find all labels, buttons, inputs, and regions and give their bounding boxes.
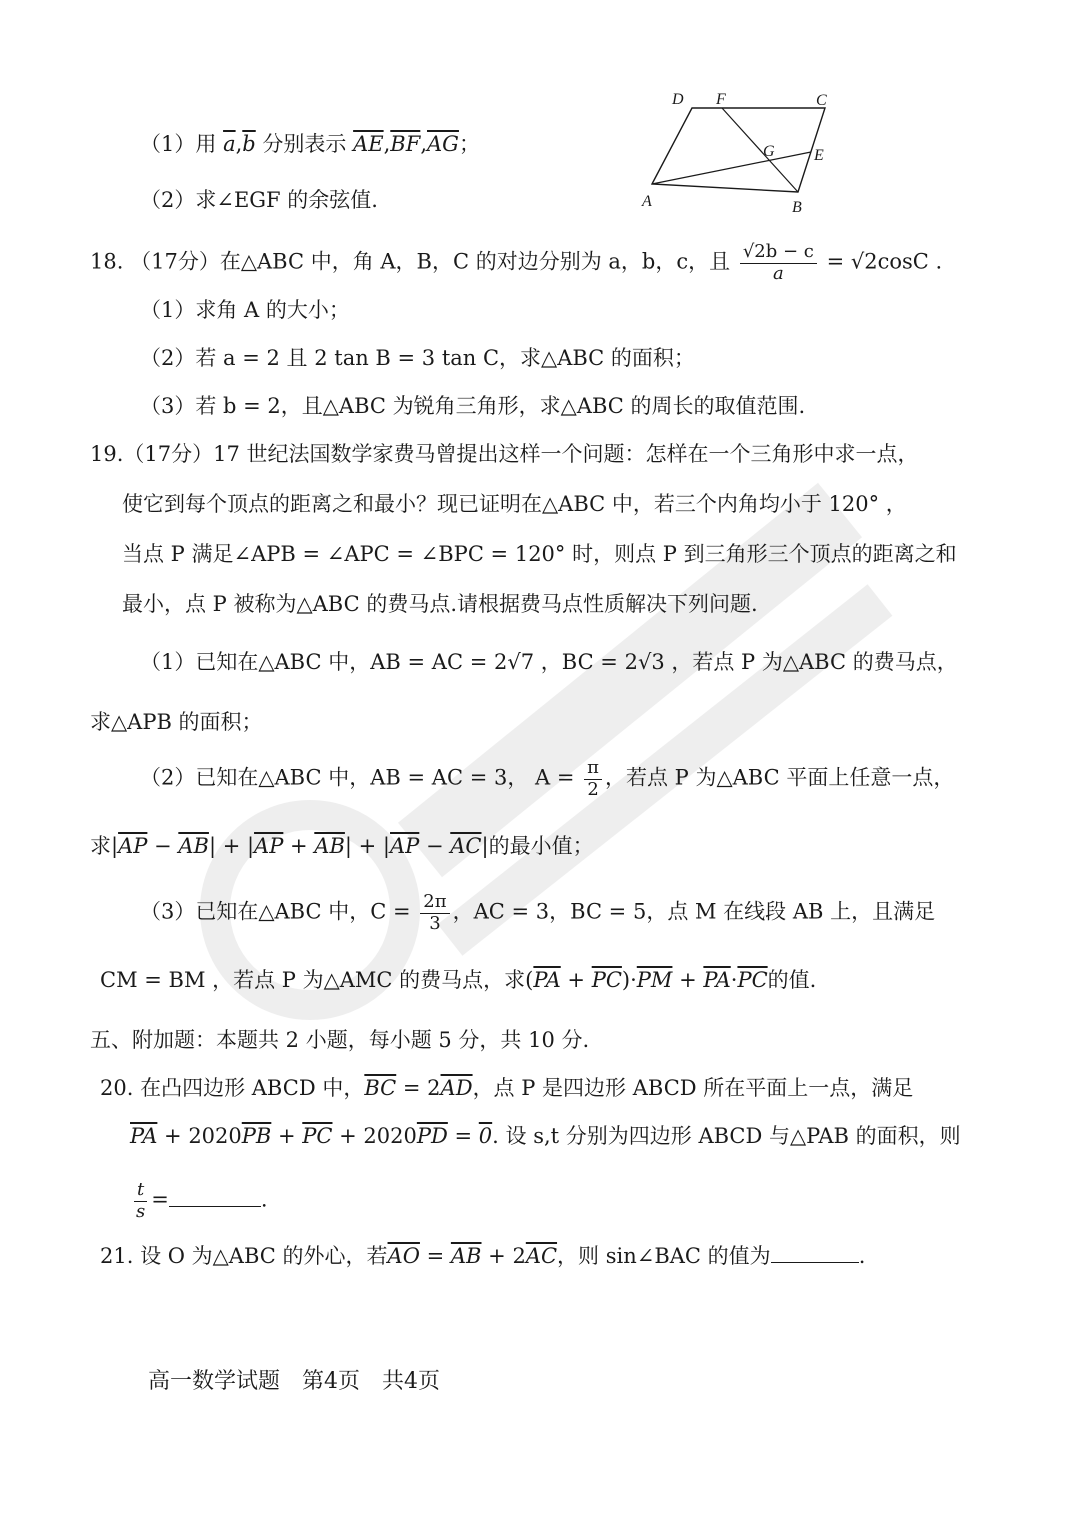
label-g: G: [763, 143, 775, 160]
q20-line2-b: . 设 s,t 分别为四边形 ABCD 与△PAB 的面积，则: [492, 1124, 961, 1148]
q18-stem-b: = √2cosC .: [826, 249, 943, 274]
label-e: E: [814, 147, 824, 164]
q20-number: 20.: [100, 1076, 134, 1100]
vector-ag: $\overline{AG}$: [427, 132, 459, 156]
q18-part2: （2）若 a = 2 且 2 tan B = 3 tan C，求△ABC 的面积；: [140, 346, 695, 370]
q19-line4: 最小，点 P 被称为△ABC 的费马点.请根据费马点性质解决下列问题.: [122, 592, 758, 616]
q19-line3: 当点 P 满足∠APB = ∠APC = ∠BPC = 120° 时，则点 P 到三角形三个顶点的距离之和: [122, 542, 957, 566]
vector-b: $\overline{b}$: [242, 132, 256, 156]
q18-stem: [90, 242, 942, 284]
q19-line2: 使它到每个顶点的距离之和最小？现已证明在△ABC 中，若三个内角均小于 120° ，: [122, 492, 907, 516]
q19-part3: [140, 892, 935, 934]
q21-number: 21.: [100, 1244, 134, 1268]
q20-line3: [130, 1180, 268, 1222]
q19-score: （17分）: [123, 442, 214, 466]
q20-line1: 20. 在凸四边形 ABCD 中，$\overline{BC} = 2\overline{AD}$，点 P 是四边形 ABCD 所在平面上一点，满足: [100, 1076, 914, 1100]
vector-a: $\overline{a}$: [223, 132, 236, 156]
q19-part2-fraction: $\frac{\pi}{2}$: [584, 758, 602, 800]
q19-line1: [90, 442, 919, 467]
q20-line1-b: ，点 P 是四边形 ABCD 所在平面上一点，满足: [472, 1076, 914, 1100]
q19-part2-a: （2）已知在△ABC 中，AB = AC = 3， A =: [140, 765, 575, 790]
q21-answer-blank[interactable]: [771, 1261, 859, 1263]
q20-end: .: [260, 1187, 268, 1212]
label-d: D: [672, 91, 684, 108]
q19-part3-fraction: $\frac{2\pi}{3}$: [420, 892, 449, 934]
q19-line1-text: 17 世纪法国数学家费马曾提出这样一个问题：怎样在一个三角形中求一点，: [213, 442, 919, 466]
q19-part2-tail: 求$|\overline{AP} - \overline{AB}| + |\overline{AP} + \overline{AB}| + |\overline{AP} - \overline{AC}|$的最小值；: [90, 834, 594, 858]
q19-part1-tail: 求△APB 的面积；: [90, 710, 263, 734]
q19-part3b-b: 的值.: [767, 968, 817, 992]
q21-line-b: ，则 sin∠BAC 的值为: [557, 1244, 771, 1268]
label-a: A: [642, 193, 652, 210]
q20-answer-blank[interactable]: [169, 1205, 261, 1207]
q17-part1: （1）用 $\overline{a},\overline{b}$ 分别表示 $\overline{AE},\overline{BF},\overline{AG}$；: [140, 132, 480, 156]
q19-part2: [140, 758, 954, 800]
q21-line-a: 设 O 为△ABC 的外心，若: [140, 1244, 388, 1268]
q21-line: 21. 设 O 为△ABC 的外心，若$\overline{AO} = \overline{AB} + 2\overline{AC}$，则 sin∠BAC 的值为 .: [100, 1244, 866, 1268]
q21-end: .: [858, 1244, 866, 1268]
q20-eq: =: [151, 1187, 169, 1212]
q20-line1-a: 在凸四边形 ABCD 中，: [140, 1076, 365, 1100]
q18-part1: （1）求角 A 的大小；: [140, 298, 350, 322]
q18-number: 18.: [90, 249, 124, 274]
q18-part3: （3）若 b = 2，且△ABC 为锐角三角形，求△ABC 的周长的取值范围.: [140, 394, 806, 418]
q19-part3-b: ，AC = 3，BC = 5，点 M 在线段 AB 上，且满足: [452, 899, 936, 924]
label-b: B: [792, 199, 802, 216]
vector-ae: $\overline{AE}$: [353, 132, 384, 156]
q19-part1: （1）已知在△ABC 中，AB = AC = 2√7 ，BC = 2√3 ，若点 P 为△ABC 的费马点，: [140, 650, 958, 674]
q19-part2-tail-text: 的最小值；: [488, 834, 594, 858]
q17-part1-mid: 分别表示: [262, 132, 347, 156]
q18-fraction: $\frac{√2b - c}{a}$: [740, 242, 817, 284]
label-c: C: [816, 92, 827, 109]
q19-part3-a: （3）已知在△ABC 中，C =: [140, 899, 411, 924]
parallelogram-figure: [630, 88, 850, 218]
vector-bf: $\overline{BF}$: [390, 132, 421, 156]
segment-bf: [722, 108, 798, 192]
q20-line2: $\overline{PA} + 2020\overline{PB} + \overline{PC} + 2020\overline{PD} = 0$. 设 s,t 分别为四边形 ABCD 与△PAB 的面积，则: [130, 1124, 961, 1148]
q18-score: （17分）: [130, 249, 220, 274]
q19-part2-lead: 求: [90, 834, 111, 858]
page-footer: 高一数学试题 第4页 共4页: [148, 1369, 440, 1394]
q17-part1-lead: （1）用: [140, 132, 217, 156]
q19-part3b-a: CM = BM ，若点 P 为△AMC 的费马点，求: [100, 968, 526, 992]
q18-stem-a: 在△ABC 中，角 A，B，C 的对边分别为 a，b，c，且: [219, 249, 731, 274]
q17-part2: （2）求∠EGF 的余弦值.: [140, 188, 378, 212]
parallelogram-abcd: [652, 108, 825, 192]
q20-fraction: $\frac{t}{s}$: [136, 1179, 146, 1222]
q19-part3-tail: CM = BM ，若点 P 为△AMC 的费马点，求$(\overline{PA} + \overline{PC})\cdot\overline{PM} + \overline{PA}\cdot\overline{PC}$的值.: [100, 968, 817, 992]
q19-part2-b: ，若点 P 为△ABC 平面上任意一点，: [604, 765, 955, 790]
label-f: F: [716, 91, 726, 108]
q19-number: 19.: [90, 442, 124, 466]
section5-heading: 五、附加题：本题共 2 小题，每小题 5 分，共 10 分.: [90, 1028, 590, 1052]
